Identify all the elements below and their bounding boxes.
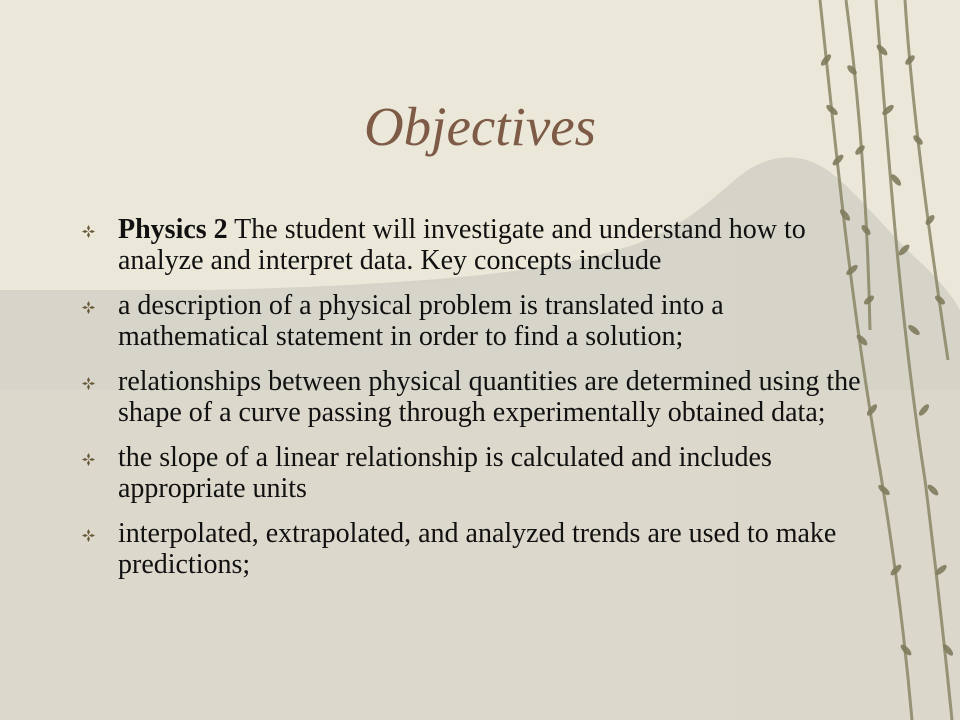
four-diamond-icon: [82, 453, 95, 466]
bullet-text: the slope of a linear relationship is calculated and includes appropriate units: [118, 442, 772, 504]
four-diamond-icon: [82, 529, 95, 542]
bullet-item: [80, 366, 880, 428]
four-diamond-icon: [82, 301, 95, 314]
bullet-item: [80, 290, 880, 352]
bullet-lead: Physics 2: [118, 214, 228, 245]
bullet-text: relationships between physical quantities are determined using the shape of a curve passing through experimentally obtained data;: [118, 366, 861, 428]
four-diamond-icon: [82, 225, 95, 238]
bullet-text: The student will investigate and understand how to analyze and interpret data. Key concepts include: [118, 214, 806, 276]
four-diamond-icon: [82, 377, 95, 390]
bullet-item: [80, 442, 880, 504]
bullet-item: [80, 518, 880, 580]
objectives-list: [80, 214, 880, 594]
bullet-item: [80, 214, 880, 276]
bullet-text: a description of a physical problem is translated into a mathematical statement in order to find a solution;: [118, 290, 724, 352]
bullet-text: interpolated, extrapolated, and analyzed trends are used to make predictions;: [118, 518, 837, 580]
slide-title: Objectives: [363, 96, 597, 157]
